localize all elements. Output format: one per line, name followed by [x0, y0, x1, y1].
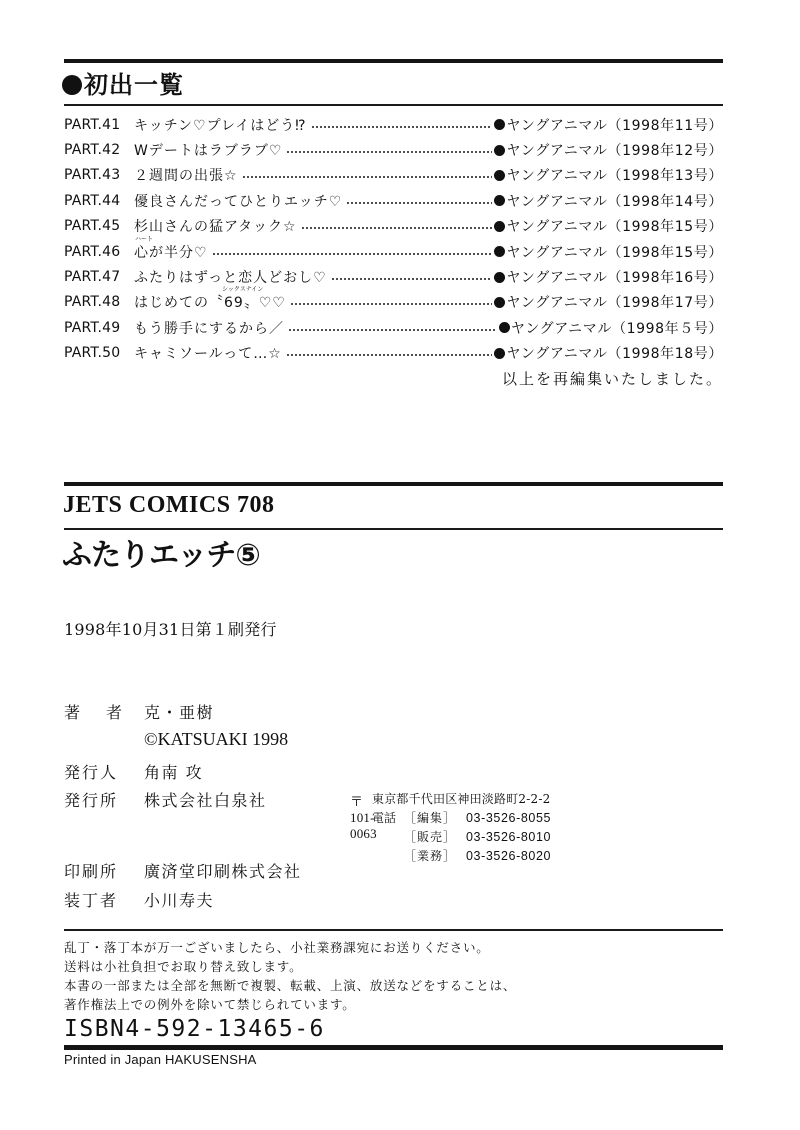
printed-in-note: Printed in Japan HAKUSENSHA	[64, 1052, 257, 1067]
chapter-title	[134, 286, 286, 312]
bullet-icon	[494, 297, 505, 308]
publisher-person-name: 角南 攻	[144, 763, 204, 782]
author-name: 克・亜樹	[144, 703, 215, 722]
magazine-source: ヤングアニマル（1998年16号）	[506, 270, 723, 287]
part-number: PART.42	[64, 142, 121, 159]
chapter-title: 杉山さんの猛アタック☆	[134, 219, 297, 236]
notice-line: 著作権法上での例外を除いて禁じられています。	[64, 997, 356, 1012]
phone-dept: ［編集］	[404, 811, 457, 825]
bullet-icon	[494, 170, 505, 181]
part-number: PART.50	[64, 345, 121, 362]
author-label	[64, 700, 122, 723]
author-label-char: 著	[64, 703, 81, 722]
phone-row	[372, 847, 551, 866]
colophon-thick-rule	[64, 482, 723, 486]
heading-underline	[64, 104, 723, 106]
magazine-source: ヤングアニマル（1998年５号）	[510, 320, 723, 337]
series-underline	[64, 528, 723, 530]
chapter-title: ふたりはずっと恋人どおし♡	[134, 270, 327, 287]
notice-line: 送料は小社負担でお取り替え致します。	[64, 959, 303, 974]
magazine-source: ヤングアニマル（1998年14号）	[506, 193, 723, 210]
leader-dots	[286, 151, 492, 153]
list-item	[64, 235, 723, 264]
phone-number: 03-3526-8010	[466, 830, 552, 844]
chapter-title: ２週間の出張☆	[134, 168, 238, 185]
phone-dept: ［販売］	[404, 830, 457, 844]
chapter-title: もう勝手にするから／	[134, 320, 284, 337]
phone-dept: ［業務］	[404, 849, 457, 863]
leader-dots	[301, 227, 493, 229]
part-number: PART.49	[64, 319, 121, 336]
part-number: PART.48	[64, 294, 121, 311]
legal-notice	[64, 938, 516, 1014]
notice-line: 乱丁・落丁本が万一ございましたら、小社業務課宛にお送りください。	[64, 940, 490, 955]
notice-line: 本書の一部または全部を無断で複製、転載、上演、放送などをすることは、	[64, 978, 517, 993]
chapter-title	[134, 235, 208, 262]
publication-date: 1998年10月31日第１刷発行	[64, 620, 277, 639]
isbn: ISBN4-592-13465-6	[64, 1016, 325, 1042]
top-thick-rule	[64, 59, 723, 63]
leader-dots	[290, 303, 493, 305]
leader-dots	[311, 126, 493, 128]
list-item	[64, 214, 723, 239]
part-number: PART.44	[64, 192, 121, 209]
bullet-icon	[494, 145, 505, 156]
magazine-source: ヤングアニマル（1998年12号）	[506, 143, 723, 160]
part-number: PART.45	[64, 218, 121, 235]
copyright-notice: ©KATSUAKI 1998	[144, 729, 289, 749]
part-number: PART.41	[64, 116, 121, 133]
notice-top-rule	[64, 929, 723, 931]
leader-dots	[346, 202, 492, 204]
postal-code: 〒101-0063	[350, 794, 377, 841]
section-heading-text: 初出一覧	[84, 71, 184, 99]
list-item	[64, 137, 723, 162]
ruby-annotation: ハート	[135, 235, 154, 243]
designer-label: 装丁者	[64, 891, 119, 910]
bullet-icon	[62, 75, 82, 95]
reedit-note: 以上を再編集いたしました。	[501, 370, 723, 388]
leader-dots	[242, 176, 493, 178]
phone-label: 電話	[372, 811, 397, 825]
bullet-icon	[499, 322, 510, 333]
magazine-source: ヤングアニマル（1998年15号）	[506, 219, 723, 236]
ruby-annotation: シックスナイン	[222, 286, 264, 294]
phone-row	[372, 809, 551, 828]
part-number: PART.47	[64, 269, 121, 286]
magazine-source: ヤングアニマル（1998年15号）	[506, 244, 723, 261]
list-item	[64, 163, 723, 188]
magazine-source: ヤングアニマル（1998年18号）	[506, 346, 723, 363]
leader-dots	[286, 354, 493, 356]
publisher-label: 発行所	[64, 791, 119, 810]
list-item	[64, 112, 723, 137]
author-label-char: 者	[105, 703, 122, 722]
magazine-source: ヤングアニマル（1998年11号）	[506, 117, 723, 134]
part-number: PART.46	[64, 243, 121, 260]
street-address: 東京都千代田区神田淡路町2-2-2	[372, 792, 551, 806]
section-heading	[62, 70, 184, 100]
bullet-icon	[494, 272, 505, 283]
leader-dots	[331, 278, 493, 280]
publisher-name: 株式会社白泉社	[144, 791, 267, 810]
leader-dots	[288, 329, 497, 331]
bottom-thick-rule	[64, 1045, 723, 1050]
bullet-icon	[494, 195, 505, 206]
bullet-icon	[494, 348, 505, 359]
list-item	[64, 286, 723, 315]
list-item	[64, 341, 723, 366]
phone-number: 03-3526-8020	[466, 849, 552, 863]
chapter-title: キッチン♡プレイはどう⁉	[134, 117, 307, 134]
first-appearance-list	[64, 112, 723, 366]
book-title: ふたりエッチ⑤	[62, 538, 260, 573]
list-item	[64, 315, 723, 340]
printer-label: 印刷所	[64, 862, 119, 881]
printer-name: 廣済堂印刷株式会社	[144, 862, 302, 881]
chapter-title-text: はじめての〝69〟♡♡	[134, 295, 286, 312]
bullet-icon	[494, 119, 505, 130]
publisher-address	[372, 790, 551, 866]
magazine-source: ヤングアニマル（1998年17号）	[506, 295, 723, 312]
bullet-icon	[494, 246, 505, 257]
chapter-title-text: 心が半分♡	[134, 244, 208, 261]
list-item	[64, 264, 723, 289]
leader-dots	[212, 253, 493, 255]
chapter-title: Wデートはラブラブ♡	[134, 143, 283, 160]
list-item	[64, 188, 723, 213]
part-number: PART.43	[64, 167, 121, 184]
phone-number: 03-3526-8055	[466, 811, 552, 825]
series-label: JETS COMICS 708	[63, 492, 275, 518]
phone-row	[372, 828, 551, 847]
bullet-icon	[494, 221, 505, 232]
magazine-source: ヤングアニマル（1998年13号）	[506, 168, 723, 185]
chapter-title: 優良さんだってひとりエッチ♡	[134, 193, 343, 210]
publisher-person-label: 発行人	[64, 763, 119, 782]
designer-name: 小川寿夫	[144, 891, 215, 910]
chapter-title: キャミソールって…☆	[134, 346, 282, 363]
